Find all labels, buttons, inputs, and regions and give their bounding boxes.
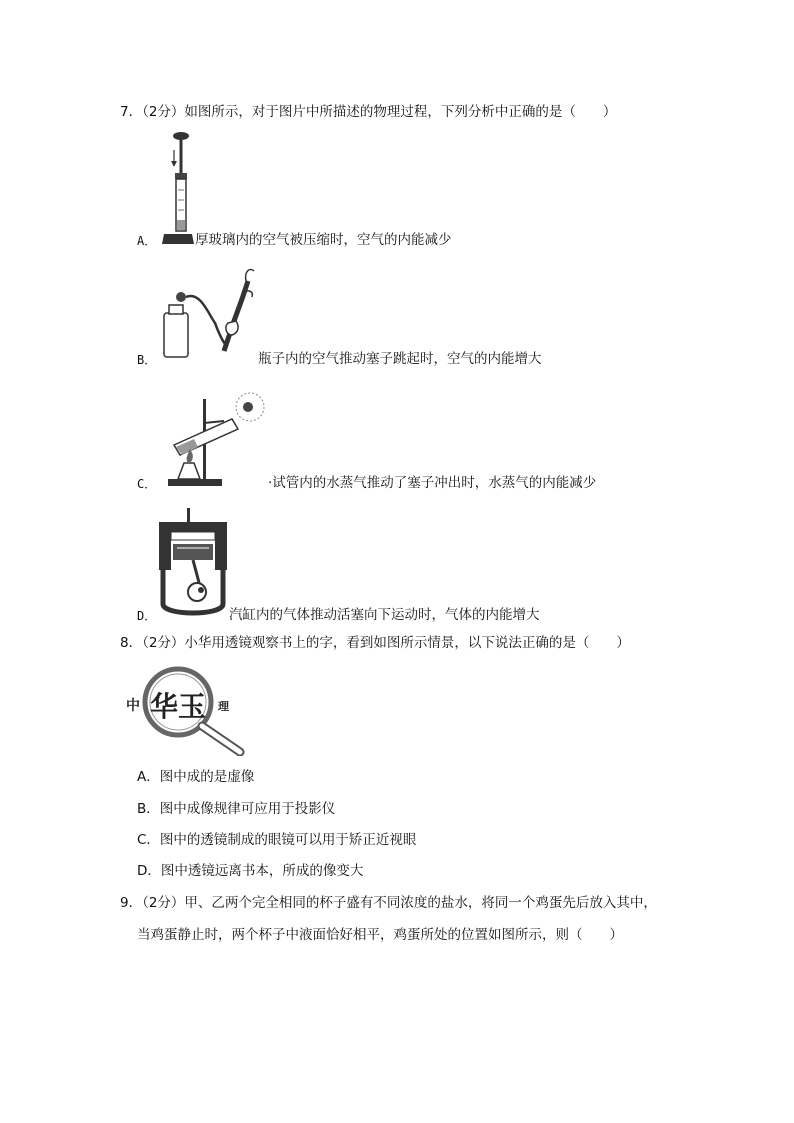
q8-figure-char-small-right: 理 [218, 700, 229, 713]
q7-stem: 7．（2分）如图所示，对于图片中所描述的物理过程，下列分析中正确的是（ ） [120, 104, 617, 120]
q8-option-a: A．图中成的是虚像 [137, 769, 255, 785]
q7-option-a-label: A． [137, 234, 157, 248]
q7-option-a-text: 厚玻璃内的空气被压缩时，空气的内能减少 [195, 232, 452, 248]
q7-option-c-label: C． [137, 477, 157, 491]
q9-stem-line-1: 9．（2分）甲、乙两个完全相同的杯子盛有不同浓度的盐水，将同一个鸡蛋先后放入其中， [120, 895, 657, 911]
q7-option-c-text: ·试管内的水蒸气推动了塞子冲出时，水蒸气的内能减少 [268, 475, 597, 491]
q7-figure-b-bottle-pump [160, 263, 260, 363]
q7-figure-c-test-tube-steam [160, 383, 270, 491]
q7-option-b-text: 瓶子内的空气推动塞子跳起时，空气的内能增大 [258, 351, 542, 367]
q8-figure-char-magnified-1: 华 [150, 690, 179, 723]
q9-stem-line-2: 当鸡蛋静止时，两个杯子中液面恰好相平，鸡蛋所处的位置如图所示，则（ ） [137, 927, 623, 943]
q7-option-d-label: D． [137, 609, 157, 623]
q7-figure-d-engine-cylinder [157, 508, 229, 620]
q7-option-d-text: 汽缸内的气体推动活塞向下运动时，气体的内能增大 [229, 607, 540, 623]
q8-option-b: B．图中成像规律可应用于投影仪 [137, 801, 336, 817]
q8-option-c: C．图中的透镜制成的眼镜可以用于矫正近视眼 [137, 832, 417, 848]
q8-figure-magnifier [122, 660, 262, 756]
q8-figure-char-small-left: 中 [126, 698, 140, 714]
q8-figure-char-magnified-2: 玉 [178, 690, 207, 723]
q7-figure-a-air-compression [160, 130, 196, 248]
q8-stem: 8．（2分）小华用透镜观察书上的字，看到如图所示情景，以下说法正确的是（ ） [120, 635, 630, 651]
q8-option-d: D．图中透镜远离书本，所成的像变大 [137, 863, 364, 879]
q7-option-b-label: B． [137, 353, 157, 367]
